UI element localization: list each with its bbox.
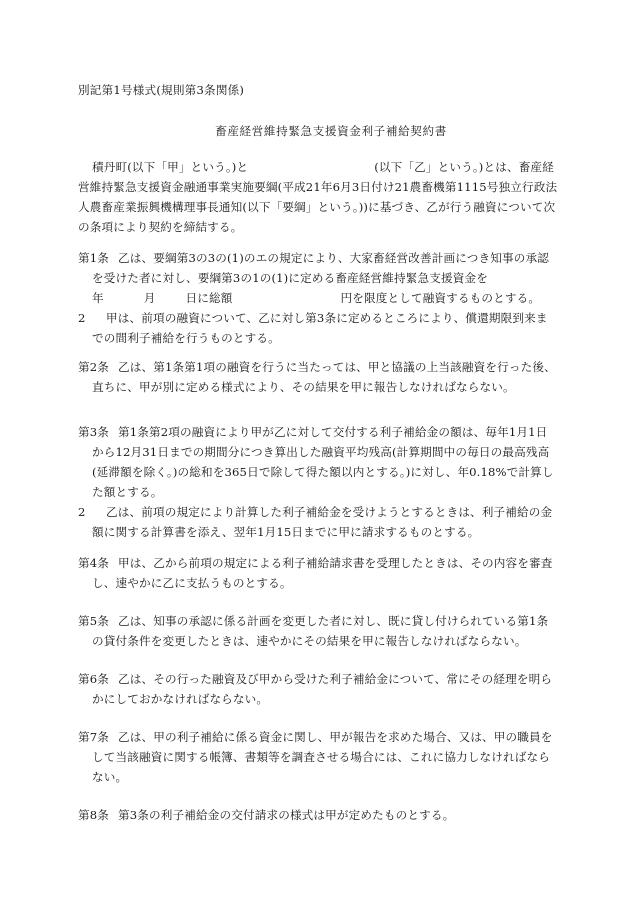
article-5-text: 乙は、知事の承認に係る計画を変更した者に対し、既に貸し付けられている第1条の貸付条件を変更したときは、速やかにその結果を甲に報告しなければならない。: [92, 614, 549, 648]
article-3-sub-2-text: 乙は、前項の規定により計算した利子補給金を受けようとするときは、利子補給の金額に関する計算書を添え、翌年1月15日までに甲に請求するものとする。: [92, 505, 553, 539]
article-3-text: 第1条第2項の融資により甲が乙に対して交付する利子補給金の額は、毎年1月1日から12月31日までの期間分につき算出した融資平均残高(計算期間中の毎日の最高残高(延滞額を除く。)の総和を365日で除して得た額以内とする。)に対し、年0.18%で計算した額とする。: [92, 425, 554, 499]
article-5-para: [78, 611, 558, 651]
article-1-sub-2-number: 2: [78, 311, 86, 325]
article-1-text: 乙は、要綱第3の3の(1)のエの規定により、大家畜経営改善計画につき知事の承認を受けた者に対し、要綱第3の1の(1)に定める畜産経営維持緊急支援資金を: [92, 251, 549, 285]
article-7-text: 乙は、甲の利子補給に係る資金に関し、甲が報告を求めた場合、又は、甲の職員をして当該融資に関する帳簿、書類等を調査させる場合には、これに協力しなければならない。: [92, 730, 553, 784]
article-3-number: 第3条: [78, 425, 110, 439]
article-4: [78, 553, 558, 593]
form-header: 別記第1号様式(規則第3条関係): [78, 83, 245, 97]
article-4-text: 甲は、乙から前項の規定による利子補給請求書を受理したときは、その内容を審査し、速やかに乙に支払うものとする。: [92, 556, 553, 590]
article-6-para: [78, 669, 558, 709]
article-3-sub-2: [78, 502, 558, 542]
article-3: [78, 422, 558, 542]
article-1-year: 年: [92, 291, 104, 305]
article-2: [78, 357, 558, 397]
article-8-para: [78, 805, 558, 825]
article-4-number: 第4条: [78, 556, 110, 570]
article-7-number: 第7条: [78, 730, 110, 744]
article-2-para: [78, 357, 558, 397]
article-6-text: 乙は、その行った融資及び甲から受けた利子補給金について、常にその経理を明らかにしておかなければならない。: [92, 672, 553, 706]
preamble: [78, 157, 558, 237]
preamble-text: [78, 157, 558, 237]
article-6-number: 第6条: [78, 672, 110, 686]
article-1-sub-2: [78, 308, 558, 348]
preamble-part1: 積丹町(以下「甲」という。)と: [92, 160, 249, 174]
article-1-number: 第1条: [78, 251, 110, 265]
article-1-month: 月: [143, 291, 156, 305]
article-2-number: 第2条: [78, 360, 110, 374]
article-1-yen: 円を限度として融資するものとする。: [340, 291, 541, 305]
article-3-sub-2-number: 2: [78, 505, 86, 519]
article-1-sub-2-text: 甲は、前項の融資について、乙に対し第3条に定めるところにより、償還期限到来までの間利子補給を行うものとする。: [92, 311, 548, 345]
document-title: 畜産経営維持緊急支援資金利子補給契約書: [215, 124, 447, 138]
article-4-para: [78, 553, 558, 593]
article-7-para: [78, 727, 558, 787]
article-1-para: [78, 248, 558, 308]
preamble-part2: (以下「乙」という。)とは、畜産経営維持緊急支援資金融通事業実施要綱(平成21年6月3日付け21農畜機第1115号独立行政法人農畜産業振興機構理事長通知(以下「要綱」という。))に基づき、乙が行う融資について次の条項により契約を締結する。: [78, 160, 558, 234]
article-5-number: 第5条: [78, 614, 110, 628]
article-8-number: 第8条: [78, 808, 110, 822]
article-7: [78, 727, 558, 787]
article-3-para: [78, 422, 558, 502]
article-1-day: 日に総額: [185, 291, 233, 305]
article-5: [78, 611, 558, 651]
article-8: [78, 805, 558, 825]
article-8-text: 第3条の利子補給金の交付請求の様式は甲が定めたものとする。: [118, 808, 455, 822]
article-6: [78, 669, 558, 709]
article-2-text: 乙は、第1条第1項の融資を行うに当たっては、甲と協議の上当該融資を行った後、直ちに、甲が別に定める様式により、その結果を甲に報告しなければならない。: [92, 360, 556, 394]
article-1: [78, 248, 558, 348]
